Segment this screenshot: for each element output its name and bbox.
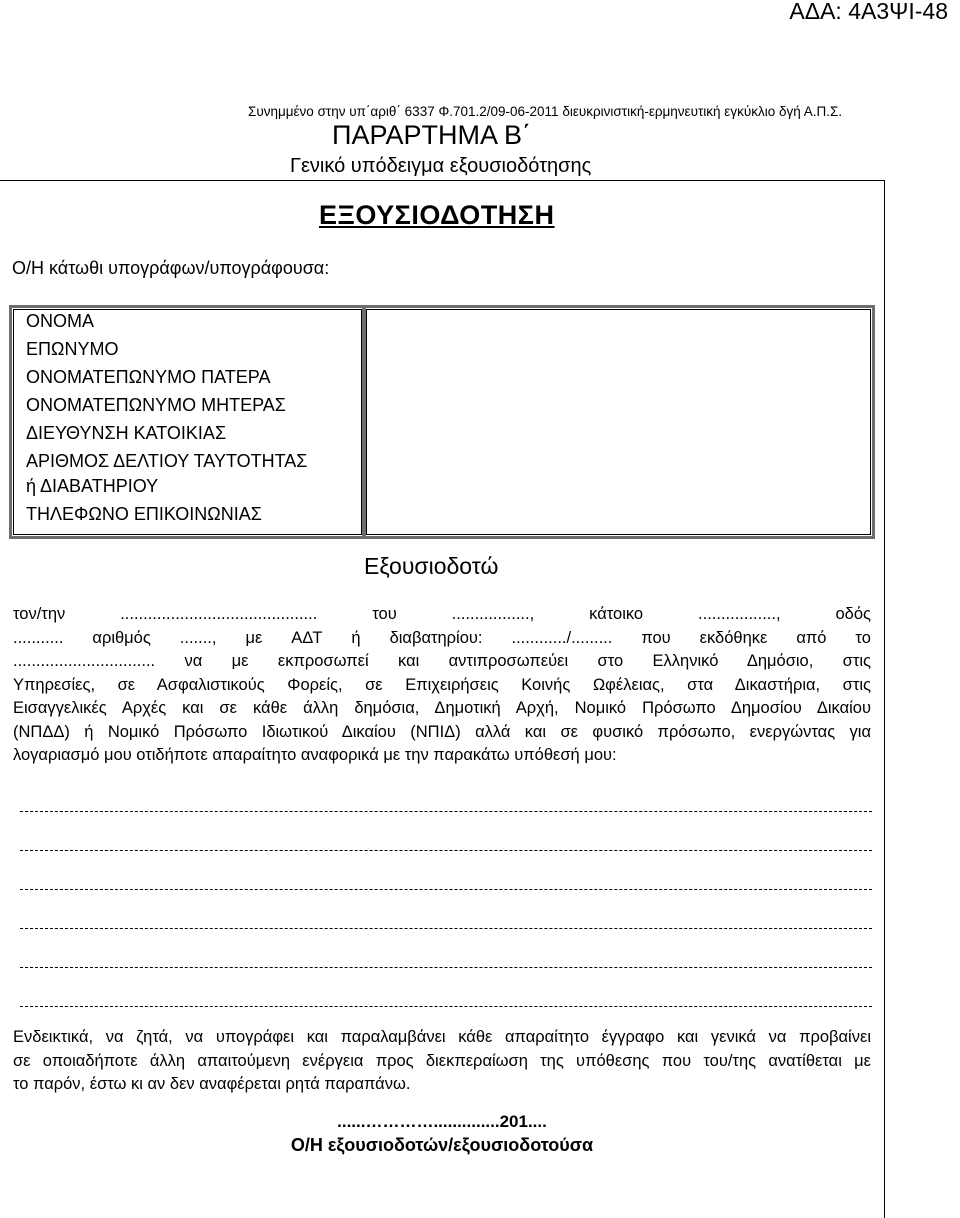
paragraph-word: .................,	[451, 605, 535, 623]
paragraph-word: οδός	[835, 605, 871, 623]
paragraph-line-7: λογαριασμό μου οτιδήποτε απαραίτητο αναφορικά με την παρακάτω υπόθεσή μου:	[13, 746, 617, 764]
label-id-number: ΑΡΙΘΜΟΣ ΔΕΛΤΙΟΥ ΤΑΥΤΟΤΗΤΑΣ	[26, 451, 308, 471]
authorization-paragraph	[13, 603, 871, 768]
paragraph-word: ............/.........	[511, 628, 613, 647]
blank-line-1[interactable]	[20, 811, 872, 812]
label-passport: ή ΔΙΑΒΑΤΗΡΙΟΥ	[26, 476, 159, 496]
blank-line-3[interactable]	[20, 889, 872, 890]
paragraph-word: το	[855, 628, 871, 647]
paragraph-line-4: Υπηρεσίες, σε Ασφαλιστικούς Φορείς, σε Επιχειρήσεις Κοινής Ωφέλειας, στα Δικαστήρια, στις	[13, 675, 871, 694]
date-line: ......…………..............201....	[337, 1112, 547, 1131]
paragraph-word: .......,	[179, 628, 217, 647]
paragraph-word: του	[372, 605, 397, 623]
signer-intro: Ο/Η κάτωθι υπογράφων/υπογράφουσα:	[12, 258, 330, 278]
paragraph-word: από	[796, 628, 827, 647]
closing-line-1: Ενδεικτικά, να ζητά, να υπογράφει και παραλαμβάνει κάθε απαραίτητο έγγραφο και γενικά να προβαίνει	[13, 1028, 871, 1046]
paragraph-word: ...........	[13, 628, 64, 647]
paragraph-word: ή	[351, 628, 361, 647]
grantor-heading: Εξουσιοδοτώ	[364, 553, 499, 579]
closing-paragraph	[13, 1026, 871, 1097]
attached-note: Συνημμένο στην υπ΄αριθ΄ 6337 Φ.701.2/09-06-2011 διευκρινιστική-ερμηνευτική εγκύκλιο δγή Α.Π.Σ.	[248, 104, 843, 119]
blank-line-6[interactable]	[20, 1006, 872, 1007]
paragraph-line-3: ............................... να με εκπροσωπεί και αντιπροσωπεύει στο Ελληνικό Δημόσιο, στις	[13, 652, 871, 670]
signature-label: Ο/Η εξουσιοδοτών/εξουσιοδοτούσα	[290, 1135, 594, 1155]
paragraph-word: κάτοικο	[589, 605, 644, 623]
paragraph-word: αριθμός	[92, 628, 151, 647]
blank-line-4[interactable]	[20, 928, 872, 929]
paragraph-line-5: Εισαγγελικές Αρχές και σε κάθε άλλη δημόσια, Δημοτική Αρχή, Νομικό Πρόσωπο Δημοσίου Δικαίου	[13, 699, 871, 717]
label-mother-name: ΟΝΟΜΑΤΕΠΩΝΥΜΟ ΜΗΤΕΡΑΣ	[26, 395, 286, 415]
ada-code: ΑΔΑ: 4Α3ΨΙ-48	[789, 0, 948, 24]
form-labels-box	[9, 305, 366, 539]
paragraph-word: με	[245, 628, 263, 647]
label-name: ΟΝΟΜΑ	[26, 311, 95, 331]
paragraph-line-1	[13, 603, 871, 627]
label-address: ΔΙΕΥΘΥΝΣΗ ΚΑΤΟΙΚΙΑΣ	[26, 423, 227, 443]
paragraph-word: που	[641, 628, 671, 647]
paragraph-word: τον/την	[13, 605, 66, 623]
paragraph-word: ΑΔΤ	[291, 628, 323, 647]
closing-line-2: σε οποιαδήποτε άλλη απαιτούμενη ενέργεια προς διεκπεραίωση της υπόθεσης που του/της ανατίθεται με	[13, 1051, 871, 1070]
blank-line-2[interactable]	[20, 850, 872, 851]
label-phone: ΤΗΛΕΦΩΝΟ ΕΠΙΚΟΙΝΩΝΙΑΣ	[26, 504, 262, 524]
form-values-box[interactable]	[362, 305, 875, 539]
paragraph-line-2	[13, 627, 871, 651]
annex-title: ΠΑΡΑΡΤΗΜΑ Β΄	[332, 120, 532, 150]
paragraph-word: .................,	[698, 605, 781, 623]
paragraph-word: εκδόθηκε	[699, 628, 768, 647]
annex-subtitle: Γενικό υπόδειγμα εξουσιοδότησης	[290, 155, 592, 177]
blank-line-5[interactable]	[20, 967, 872, 968]
paragraph-word: ...........................................	[120, 605, 318, 623]
document-title: ΕΞΟΥΣΙΟΔΟΤΗΣΗ	[319, 200, 555, 230]
paragraph-word: διαβατηρίου:	[389, 628, 483, 647]
label-father-name: ΟΝΟΜΑΤΕΠΩΝΥΜΟ ΠΑΤΕΡΑ	[26, 367, 271, 387]
label-surname: ΕΠΩΝΥΜΟ	[26, 339, 119, 359]
closing-line-3: το παρόν, έστω κι αν δεν αναφέρεται ρητά παραπάνω.	[13, 1075, 411, 1093]
paragraph-line-6: (ΝΠΔΔ) ή Νομικό Πρόσωπο Ιδιωτικού Δικαίου (ΝΠΙΔ) αλλά και σε φυσικό πρόσωπο, ενεργώντας για	[13, 722, 871, 741]
